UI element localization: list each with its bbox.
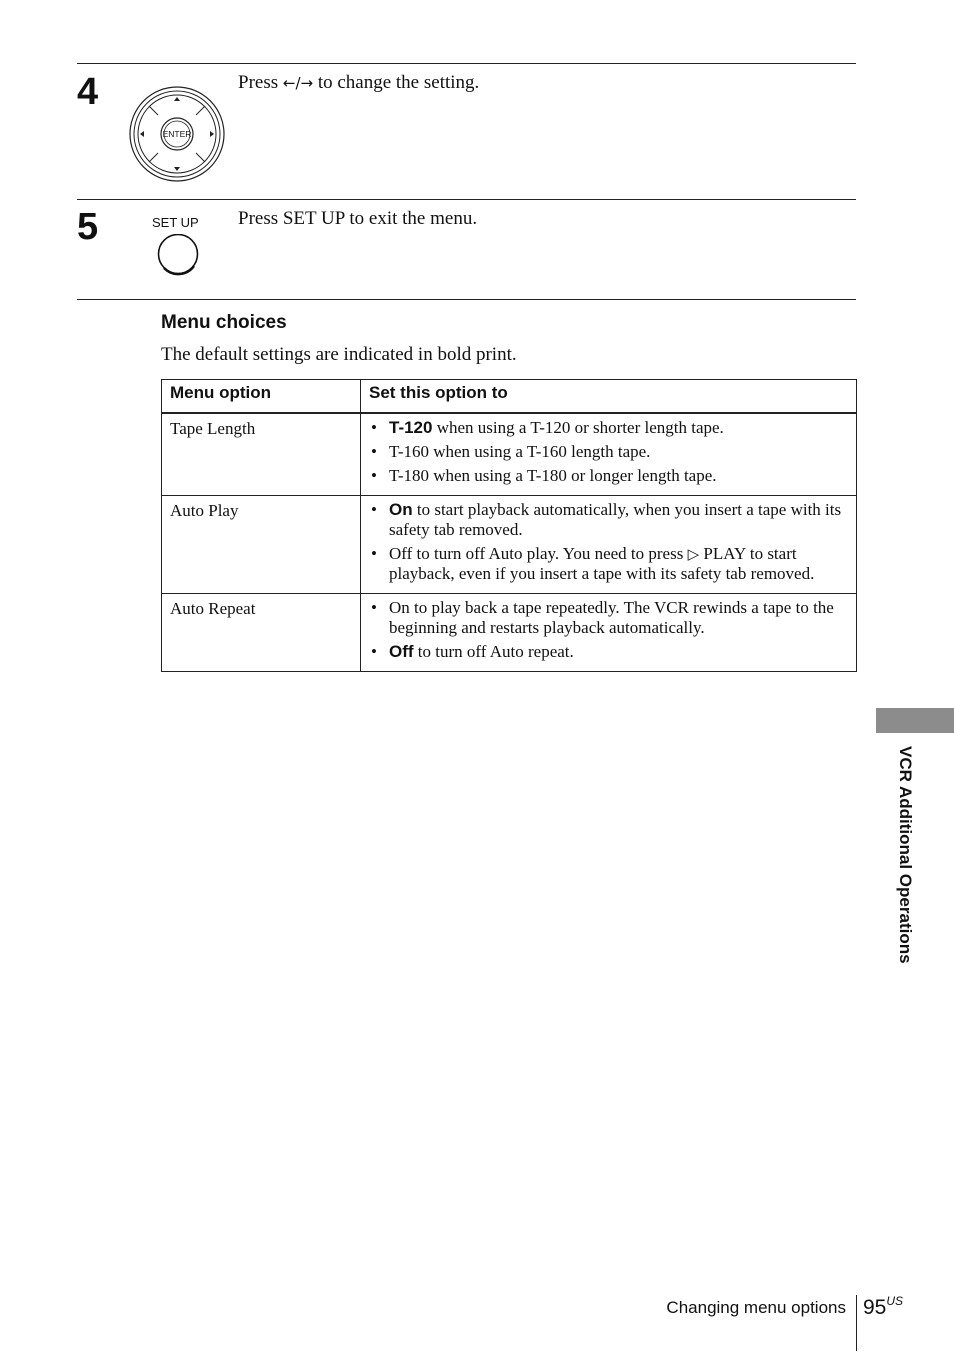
choice-text: Off to turn off Auto play. You need to press bbox=[389, 543, 688, 563]
choices-cell bbox=[361, 593, 857, 671]
page-number-value: 95 bbox=[863, 1296, 887, 1319]
section-tab-marker bbox=[876, 708, 954, 733]
footer-section-title: Changing menu options bbox=[666, 1298, 846, 1317]
section-tab-label: VCR Additional Operations bbox=[896, 746, 915, 964]
list-item bbox=[369, 544, 848, 584]
bottom-rule bbox=[77, 299, 856, 300]
list-item bbox=[369, 418, 848, 438]
step-4-number: 4 bbox=[77, 71, 99, 113]
default-choice: On bbox=[389, 499, 413, 519]
choice-text: to start playback automatically, when you insert a tape with its safety tab removed. bbox=[389, 499, 842, 539]
default-choice: T-120 bbox=[389, 418, 433, 437]
table-row bbox=[162, 413, 857, 495]
choice-text: T-160 when using a T-160 length tape. bbox=[389, 442, 651, 461]
column-header-set-option: Set this option to bbox=[361, 380, 857, 414]
choice-text: On to play back a tape repeatedly. The VCR rewinds a tape to the beginning and restarts playback automatically. bbox=[389, 597, 834, 637]
enter-dial-icon bbox=[128, 85, 226, 183]
table-row bbox=[162, 593, 857, 671]
column-header-menu-option: Menu option bbox=[162, 380, 361, 414]
step-4-text bbox=[238, 72, 479, 94]
step-5-number: 5 bbox=[77, 206, 99, 248]
choices-cell bbox=[361, 413, 857, 495]
choices-cell bbox=[361, 495, 857, 593]
menu-choices-intro: The default settings are indicated in bold print. bbox=[161, 344, 517, 365]
play-icon: ▷ bbox=[687, 544, 700, 563]
enter-button-label: ENTER bbox=[162, 129, 192, 139]
list-item bbox=[369, 500, 848, 540]
left-right-arrow-icon: ←/→ bbox=[282, 74, 314, 92]
default-choice: Off bbox=[389, 641, 414, 661]
menu-option-auto-repeat: Auto Repeat bbox=[162, 593, 361, 671]
list-item bbox=[369, 466, 848, 486]
list-item bbox=[369, 598, 848, 638]
choice-text: PLAY to start playback, even if you insert a tape with its safety tab removed. bbox=[389, 543, 815, 583]
page-number-suffix: US bbox=[886, 1294, 904, 1308]
setup-button-label: SET UP bbox=[152, 215, 199, 230]
menu-choices-heading: Menu choices bbox=[161, 312, 287, 333]
list-item bbox=[369, 642, 848, 662]
menu-option-auto-play: Auto Play bbox=[162, 495, 361, 593]
choice-text: to turn off Auto repeat. bbox=[413, 641, 574, 661]
page-number bbox=[863, 1294, 903, 1320]
list-item bbox=[369, 442, 848, 462]
table-row bbox=[162, 495, 857, 593]
menu-option-tape-length: Tape Length bbox=[162, 413, 361, 495]
setup-button-icon bbox=[156, 234, 200, 276]
table-header-row bbox=[162, 380, 857, 414]
step-4-text-before: Press bbox=[238, 72, 283, 93]
footer-divider bbox=[856, 1295, 857, 1351]
step-4-text-after: to change the setting. bbox=[313, 72, 480, 93]
choice-text: when using a T-120 or shorter length tape. bbox=[432, 418, 724, 437]
choice-text: T-180 when using a T-180 or longer length tape. bbox=[389, 466, 717, 485]
step-5-text: Press SET UP to exit the menu. bbox=[238, 208, 478, 229]
top-rule bbox=[77, 63, 856, 64]
step-5-rule bbox=[77, 199, 856, 200]
menu-options-table bbox=[161, 379, 857, 672]
